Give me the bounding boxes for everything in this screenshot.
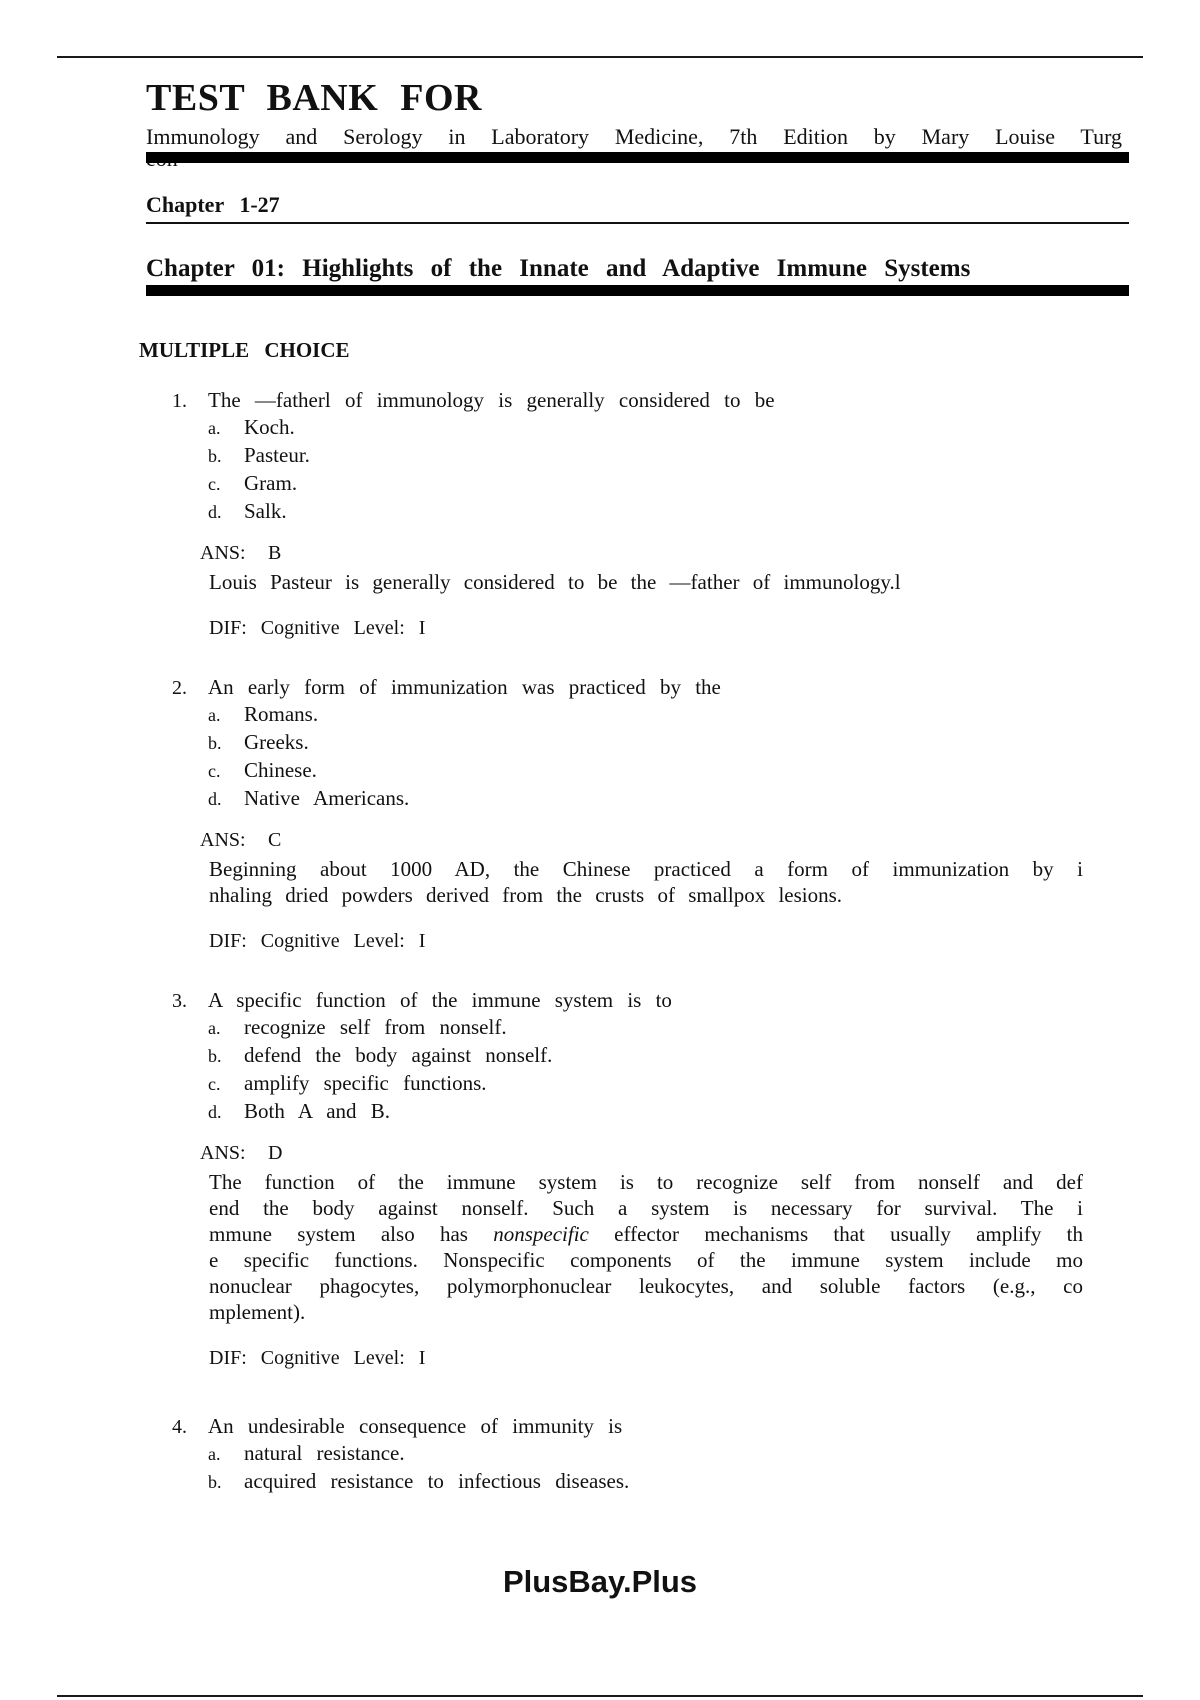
- option-b: [172, 443, 1083, 471]
- option-b: [172, 1469, 629, 1497]
- page-bottom-rule: [57, 1695, 1143, 1697]
- answer-label: ANS:: [200, 829, 246, 851]
- question-1: [172, 388, 1083, 643]
- answer-value: D: [268, 1142, 283, 1164]
- question-stem: [172, 388, 1083, 415]
- option-letter: b.: [208, 733, 222, 753]
- rationale: [172, 856, 1083, 908]
- option-text: natural resistance.: [244, 1441, 405, 1465]
- option-letter: c.: [208, 1074, 221, 1094]
- answer-line: [172, 1142, 1083, 1169]
- option-letter: b.: [208, 446, 222, 466]
- rationale-line: [209, 1221, 1083, 1247]
- option-a: [172, 702, 1083, 730]
- option-letter: b.: [208, 1046, 222, 1066]
- option-letter: d.: [208, 789, 222, 809]
- option-text: recognize self from nonself.: [244, 1015, 507, 1039]
- question-number: 1.: [172, 390, 187, 412]
- document-title: TEST BANK FOR: [146, 77, 482, 119]
- question-stem: [172, 988, 1083, 1015]
- option-d: [172, 786, 1083, 814]
- rationale-line: Louis Pasteur is generally considered to be the —father of immunology.l: [209, 570, 901, 594]
- rationale-fragment: mmune system also has: [209, 1222, 468, 1246]
- rationale-line: e specific functions. Nonspecific components of the immune system include mo: [209, 1248, 1083, 1272]
- watermark: PlusBay.Plus: [502, 1564, 698, 1599]
- section-heading: MULTIPLE CHOICE: [139, 338, 350, 362]
- option-text: Both A and B.: [244, 1099, 391, 1123]
- rationale-line: The function of the immune system is to recognize self from nonself and def: [209, 1170, 1083, 1194]
- rationale: [172, 569, 1083, 595]
- question-number: 3.: [172, 990, 187, 1012]
- rationale: [172, 1169, 1083, 1325]
- option-c: [172, 471, 1083, 499]
- option-letter: a.: [208, 705, 221, 725]
- rationale-line: Beginning about 1000 AD, the Chinese practiced a form of immunization by i: [209, 857, 1083, 881]
- option-text: Koch.: [244, 415, 295, 439]
- question-text: An undesirable consequence of immunity is: [208, 1414, 623, 1438]
- header-thick-rule: [146, 152, 1129, 163]
- option-letter: d.: [208, 502, 222, 522]
- option-letter: c.: [208, 474, 221, 494]
- question-3: [172, 988, 1083, 1373]
- rationale-fragment: effector mechanisms that usually amplify th: [614, 1222, 1084, 1246]
- question-stem: [172, 1414, 629, 1441]
- option-text: amplify specific functions.: [244, 1071, 487, 1095]
- option-c: [172, 758, 1083, 786]
- option-text: Salk.: [244, 499, 287, 523]
- rationale-emphasis: nonspecific: [493, 1222, 589, 1246]
- option-text: defend the body against nonself.: [244, 1043, 553, 1067]
- question-number: 2.: [172, 677, 187, 699]
- answer-line: [172, 542, 1083, 569]
- chapter-title: Chapter 01: Highlights of the Innate and Adaptive Immune Systems: [146, 255, 971, 282]
- option-a: [172, 415, 1083, 443]
- chapter-range: Chapter 1-27: [146, 192, 280, 217]
- question-2: [172, 675, 1083, 956]
- option-text: Pasteur.: [244, 443, 310, 467]
- question-number: 4.: [172, 1416, 187, 1438]
- option-text: Gram.: [244, 471, 298, 495]
- rationale-line: nhaling dried powders derived from the crusts of smallpox lesions.: [209, 883, 843, 907]
- option-text: Romans.: [244, 702, 319, 726]
- question-4: [172, 1414, 629, 1497]
- difficulty-level: DIF: Cognitive Level: I: [209, 930, 426, 952]
- rationale-line: end the body against nonself. Such a system is necessary for survival. The i: [209, 1196, 1083, 1220]
- chapter-title-rule: [146, 285, 1129, 296]
- option-letter: a.: [208, 1018, 221, 1038]
- difficulty-level: DIF: Cognitive Level: I: [209, 617, 426, 639]
- chapter-range-rule: [146, 222, 1129, 224]
- rationale-line: nonuclear phagocytes, polymorphonuclear leukocytes, and soluble factors (e.g., co: [209, 1274, 1083, 1298]
- difficulty-level: DIF: Cognitive Level: I: [209, 1347, 426, 1369]
- option-b: [172, 730, 1083, 758]
- option-d: [172, 1099, 1083, 1127]
- option-letter: c.: [208, 761, 221, 781]
- answer-value: B: [268, 542, 282, 564]
- option-text: Native Americans.: [244, 786, 410, 810]
- option-text: Greeks.: [244, 730, 309, 754]
- option-letter: a.: [208, 418, 221, 438]
- answer-value: C: [268, 829, 282, 851]
- answer-line: [172, 829, 1083, 856]
- option-text: Chinese.: [244, 758, 317, 782]
- book-subtitle: Immunology and Serology in Laboratory Medicine, 7th Edition by Mary Louise Turg: [146, 124, 1122, 149]
- answer-label: ANS:: [200, 1142, 246, 1164]
- option-d: [172, 499, 1083, 527]
- question-text: A specific function of the immune system is to: [208, 988, 672, 1012]
- option-c: [172, 1071, 1083, 1099]
- question-stem: [172, 675, 1083, 702]
- answer-label: ANS:: [200, 542, 246, 564]
- question-text: An early form of immunization was practiced by the: [208, 675, 721, 699]
- page-top-rule: [57, 56, 1143, 58]
- option-a: [172, 1015, 1083, 1043]
- option-b: [172, 1043, 1083, 1071]
- option-a: [172, 1441, 629, 1469]
- option-letter: d.: [208, 1102, 222, 1122]
- option-letter: b.: [208, 1472, 222, 1492]
- question-text: The —fatherl of immunology is generally considered to be: [208, 388, 775, 412]
- option-letter: a.: [208, 1444, 221, 1464]
- option-text: acquired resistance to infectious diseases.: [244, 1469, 630, 1493]
- rationale-line: mplement).: [209, 1300, 306, 1324]
